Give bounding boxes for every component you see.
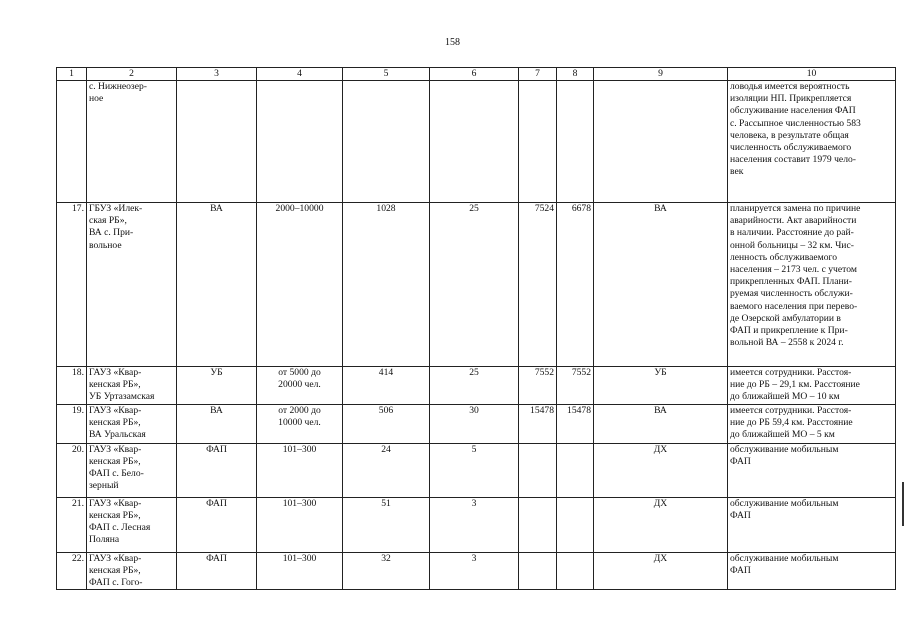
- table-row: [57, 203, 896, 367]
- row-number-cell: 22.: [57, 552, 87, 590]
- column-8-value: [557, 443, 594, 497]
- facility-name-cell: ГБУЗ «Илек- ская РБ», ВА с. При- вольное: [87, 203, 177, 367]
- note-cell: обслуживание мобильным ФАП: [728, 552, 896, 590]
- population-range-cell: от 5000 до 20000 чел.: [257, 367, 343, 405]
- column-8-value: [557, 552, 594, 590]
- column-6-value: 25: [430, 367, 519, 405]
- column-number: 1: [57, 68, 87, 81]
- facility-name-cell: ГАУЗ «Квар- кенская РБ», ФАП с. Гого-: [87, 552, 177, 590]
- column-number: 3: [177, 68, 257, 81]
- column-number: 8: [557, 68, 594, 81]
- column-9-value: ВА: [594, 404, 728, 443]
- population-range-cell: 101–300: [257, 552, 343, 590]
- facility-name-cell: с. Нижнеозер- ное: [87, 81, 177, 203]
- column-5-value: 24: [343, 443, 430, 497]
- column-7-value: 7524: [519, 203, 557, 367]
- column-5-value: 414: [343, 367, 430, 405]
- column-7-value: [519, 81, 557, 203]
- column-8-value: [557, 81, 594, 203]
- column-5-value: 1028: [343, 203, 430, 367]
- column-6-value: 3: [430, 497, 519, 552]
- table-row: [57, 497, 896, 552]
- facility-type-cell: ФАП: [177, 443, 257, 497]
- column-8-value: 15478: [557, 404, 594, 443]
- column-9-value: ДХ: [594, 552, 728, 590]
- facilities-table: [56, 67, 896, 590]
- column-number: 10: [728, 68, 896, 81]
- facility-type-cell: ВА: [177, 203, 257, 367]
- facility-name-cell: ГАУЗ «Квар- кенская РБ», ВА Уральская: [87, 404, 177, 443]
- column-5-value: [343, 81, 430, 203]
- column-8-value: 6678: [557, 203, 594, 367]
- note-cell: планируется замена по причине аварийности. Акт аварийности в наличии. Расстояние до рай- онной больницы – 32 км. Чис- ленность обслуживаемого населения – 2173 чел. с учетом прикрепленных ФАП. Плани- руемая численность обслужи- ваемого населения при перево- де Озерской амбулатории в ФАП и прикрепление к При- вольной ВА – 2558 к 2024 г.: [728, 203, 896, 367]
- population-range-cell: 2000–10000: [257, 203, 343, 367]
- row-number-cell: 21.: [57, 497, 87, 552]
- population-range-cell: от 2000 до 10000 чел.: [257, 404, 343, 443]
- column-6-value: 3: [430, 552, 519, 590]
- column-7-value: [519, 497, 557, 552]
- facility-type-cell: ФАП: [177, 552, 257, 590]
- note-cell: ловодья имеется вероятность изоляции НП. Прикрепляется обслуживание населения ФАП с. Рассыпное численностью 583 человека, в результате общая численность обслуживаемого населения составит 1979 чело- век: [728, 81, 896, 203]
- population-range-cell: 101–300: [257, 443, 343, 497]
- row-number-cell: 20.: [57, 443, 87, 497]
- column-number: 5: [343, 68, 430, 81]
- column-number-row: [57, 68, 896, 81]
- column-6-value: [430, 81, 519, 203]
- column-number: 2: [87, 68, 177, 81]
- table-row: [57, 367, 896, 405]
- facility-name-cell: ГАУЗ «Квар- кенская РБ», ФАП с. Лесная Поляна: [87, 497, 177, 552]
- column-5-value: 32: [343, 552, 430, 590]
- column-7-value: 15478: [519, 404, 557, 443]
- column-6-value: 30: [430, 404, 519, 443]
- column-7-value: [519, 552, 557, 590]
- facility-type-cell: ВА: [177, 404, 257, 443]
- table-row: [57, 552, 896, 590]
- column-6-value: 25: [430, 203, 519, 367]
- column-7-value: 7552: [519, 367, 557, 405]
- column-9-value: [594, 81, 728, 203]
- note-cell: имеется сотрудники. Расстоя- ние до РБ 59,4 км. Расстояние до ближайшей МО – 5 км: [728, 404, 896, 443]
- row-number-cell: 17.: [57, 203, 87, 367]
- population-range-cell: 101–300: [257, 497, 343, 552]
- column-number: 4: [257, 68, 343, 81]
- table-row: [57, 404, 896, 443]
- table-row: [57, 443, 896, 497]
- facility-type-cell: УБ: [177, 367, 257, 405]
- row-number-cell: 18.: [57, 367, 87, 405]
- column-9-value: ДХ: [594, 497, 728, 552]
- scan-edge-mark: [902, 482, 904, 526]
- column-9-value: ДХ: [594, 443, 728, 497]
- note-cell: обслуживание мобильным ФАП: [728, 497, 896, 552]
- page-number: 158: [445, 37, 460, 48]
- column-5-value: 506: [343, 404, 430, 443]
- note-cell: имеется сотрудники. Расстоя- ние до РБ – 29,1 км. Расстояние до ближайшей МО – 10 км: [728, 367, 896, 405]
- column-5-value: 51: [343, 497, 430, 552]
- facility-type-cell: [177, 81, 257, 203]
- column-number: 7: [519, 68, 557, 81]
- population-range-cell: [257, 81, 343, 203]
- column-number: 9: [594, 68, 728, 81]
- column-9-value: ВА: [594, 203, 728, 367]
- facility-type-cell: ФАП: [177, 497, 257, 552]
- row-number-cell: 19.: [57, 404, 87, 443]
- column-8-value: [557, 497, 594, 552]
- column-number: 6: [430, 68, 519, 81]
- column-8-value: 7552: [557, 367, 594, 405]
- note-cell: обслуживание мобильным ФАП: [728, 443, 896, 497]
- facility-name-cell: ГАУЗ «Квар- кенская РБ», УБ Уртазамская: [87, 367, 177, 405]
- column-7-value: [519, 443, 557, 497]
- table-row: [57, 81, 896, 203]
- row-number-cell: [57, 81, 87, 203]
- column-9-value: УБ: [594, 367, 728, 405]
- facility-name-cell: ГАУЗ «Квар- кенская РБ», ФАП с. Бело- зерный: [87, 443, 177, 497]
- column-6-value: 5: [430, 443, 519, 497]
